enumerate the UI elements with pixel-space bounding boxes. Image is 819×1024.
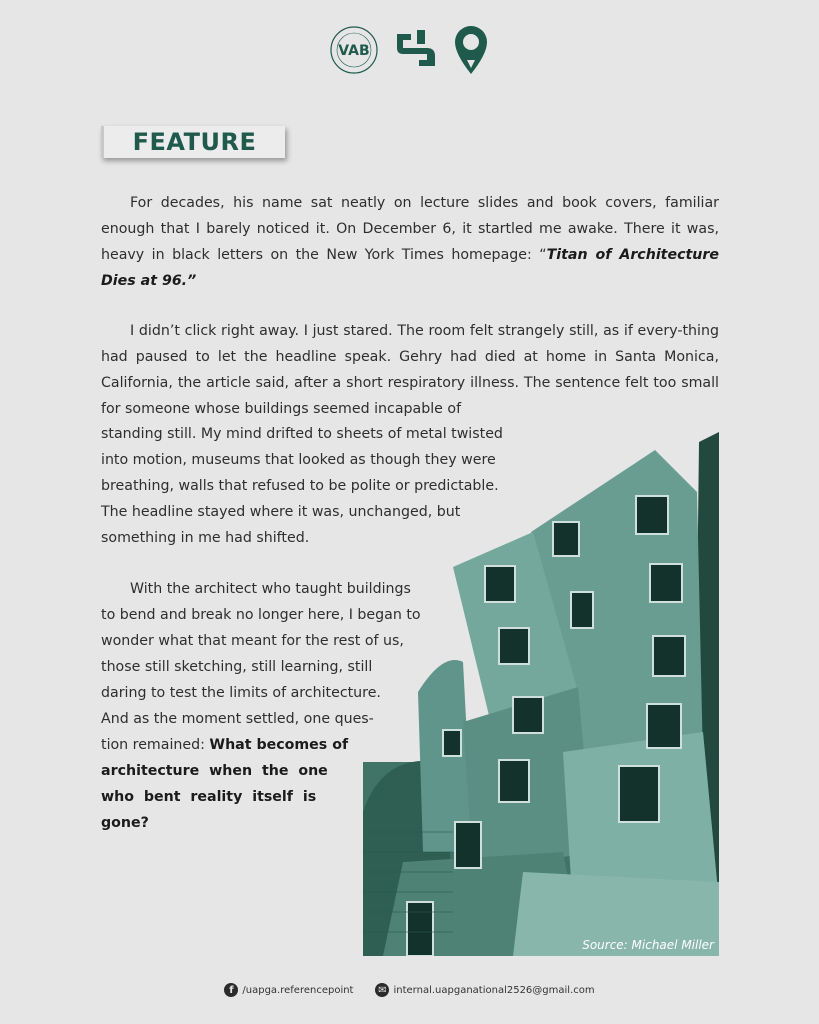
facebook-icon: f [224, 983, 238, 997]
email-address: internal.uapganational2526@gmail.com [393, 984, 595, 996]
paragraph-3-line: those still sketching, still learning, still [101, 659, 373, 675]
svg-text:VAB: VAB [337, 43, 370, 59]
paragraph-3-line: wonder what that meant for the rest of us, [101, 633, 404, 649]
uap-emblem-icon [329, 25, 379, 75]
paragraph-1-text: For decades, his name sat neatly on lecture slides and book covers, familiar enough that I barely noticed it. On December 6, it startled me awake. There it was, heavy in black letters on the New York Times homepage: “ [101, 195, 719, 263]
facebook-handle: /uapga.referencepoint [242, 984, 354, 996]
photo-caption: Source: Michael Miller [582, 938, 714, 952]
closing-question-line: who bent reality itself is [101, 789, 317, 805]
paragraph-2-line: The headline stayed where it was, unchanged, but [101, 504, 461, 520]
paragraph-3-line: daring to test the limits of architecture. [101, 685, 381, 701]
paragraph-3-line: With the architect who taught buildings [130, 581, 411, 597]
paragraph-3-line-last [101, 733, 348, 759]
paragraph-2-line: standing still. My mind drifted to sheets of metal twisted [101, 426, 503, 442]
section-label: FEATURE [101, 126, 285, 158]
mail-icon: ✉ [375, 983, 389, 997]
closing-question-line: gone? [101, 815, 149, 831]
headline-quote: Titan of Architecture Dies at 96.” [101, 246, 719, 289]
header-logos [0, 22, 819, 78]
building-photo [363, 432, 719, 956]
paragraph-2-line: breathing, walls that refused to be polite or predictable. [101, 478, 499, 494]
closing-question: What becomes of [209, 737, 349, 753]
paragraph-2: I didn’t click right away. I just stared. The room felt strangely still, as if every-thing had paused to let the headline speak. Gehry had died at home in Santa Monica, California, the article said, after a short respiratory illness. The sentence felt too small for someone whose buildings seemed incapable of [101, 323, 719, 417]
location-pin-icon [451, 24, 491, 76]
footer-email[interactable] [375, 983, 594, 997]
paragraph-3-line: to bend and break no longer here, I began to [101, 607, 421, 623]
paragraph-1 [101, 191, 719, 295]
footer-facebook[interactable] [224, 983, 353, 997]
closing-question-line: architecture when the one [101, 763, 328, 779]
paragraph-2-line: something in me had shifted. [101, 530, 310, 546]
footer [0, 983, 819, 997]
paragraph-2-line: into motion, museums that looked as though they were [101, 452, 496, 468]
paragraph-3-text: tion remained: [101, 737, 210, 753]
paragraph-3-line: And as the moment settled, one ques- [101, 711, 374, 727]
double-s-icon [391, 26, 439, 74]
